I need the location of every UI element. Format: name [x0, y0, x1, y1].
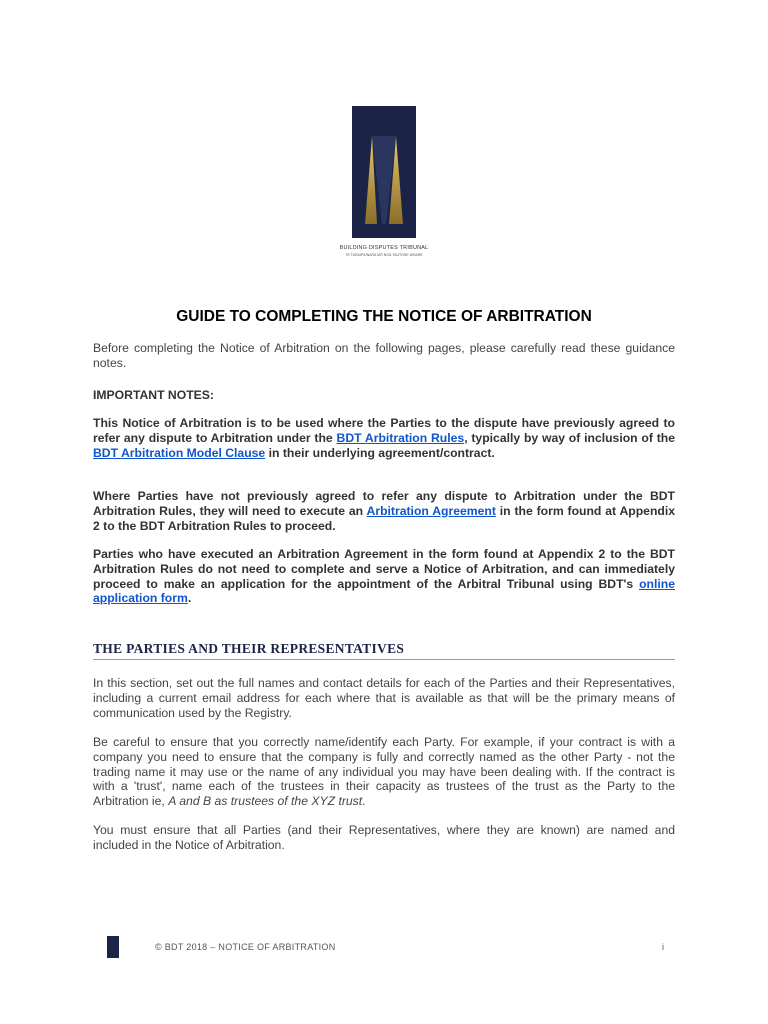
- intro-paragraph: Before completing the Notice of Arbitration on the following pages, please carefully read these guidance notes.: [93, 341, 675, 370]
- important-heading: IMPORTANT NOTES:: [93, 388, 214, 402]
- footer-logo: [107, 936, 119, 958]
- section-heading-parties: THE PARTIES AND THEIR REPRESENTATIVES: [93, 641, 675, 660]
- note-2: [93, 489, 675, 533]
- footer-text: © BDT 2018 – NOTICE OF ARBITRATION: [155, 942, 336, 952]
- bdt-arbitration-rules-link[interactable]: BDT Arbitration Rules: [336, 430, 465, 445]
- section-paragraph-1: In this section, set out the full names and contact details for each of the Parties and their Representatives, including a current email address for each where that is available as that will be the primary means of communication used by the Registry.: [93, 676, 675, 720]
- note-1-text-c: in their underlying agreement/contract.: [265, 445, 495, 460]
- note-2-text-b: in the form found at Appendix 2 to the BDT Arbitration Rules to proceed.: [93, 503, 675, 533]
- section-paragraph-3: You must ensure that all Parties (and their Representatives, where they are known) are named and included in the Notice of Arbitration.: [93, 823, 675, 852]
- note-3-text-a: Parties who have executed an Arbitration Agreement in the form found at Appendix 2 to the BDT Arbitration Rules do not need to complete and serve a Notice of Arbitration, and can immediately proceed to make an application for the appointment of the Arbitral Tribunal using BDT's: [93, 547, 675, 591]
- note-1-text-a: This Notice of Arbitration is to be used where the Parties to the dispute have previously agreed to refer any dispute to Arbitration under the: [93, 416, 675, 445]
- logo-subtitle: TE TARAIPIUNARA MŌ NGĀ TAUTOHE WHARE: [345, 253, 423, 257]
- bdt-model-clause-link[interactable]: BDT Arbitration Model Clause: [93, 445, 266, 460]
- logo-emblem: [352, 106, 416, 238]
- note-3-text-b: .: [187, 591, 192, 606]
- logo-name: BUILDING DISPUTES TRIBUNAL: [339, 245, 429, 251]
- section-paragraph-2-text: Be careful to ensure that you correctly name/identify each Party. For example, if your contract is with a company you need to ensure that the company is fully and correctly named as the other Party - not the trading name it may use or the name of any individual you may have been dealing with. If the contract is with a 'trust', name each of the trustees in their capacity as trustees of the trust as the Party to the Arbitration ie,: [93, 735, 675, 809]
- trust-example: A and B as trustees of the XYZ trust: [168, 794, 363, 809]
- section-paragraph-2: [93, 735, 675, 809]
- arbitration-agreement-link[interactable]: Arbitration Agreement: [366, 503, 496, 518]
- section-paragraph-2-end: .: [362, 794, 366, 809]
- bdt-logo: [332, 96, 442, 268]
- note-1-text-b: , typically by way of inclusion of the: [464, 430, 675, 445]
- online-application-form-link[interactable]: online application form: [93, 576, 675, 606]
- page-title: GUIDE TO COMPLETING THE NOTICE OF ARBITRATION: [176, 308, 592, 325]
- note-2-text-a: Where Parties have not previously agreed to refer any dispute to Arbitration under the BDT Arbitration Rules, they will need to execute an: [93, 489, 675, 518]
- note-1: [93, 416, 675, 460]
- page-number: i: [662, 942, 664, 952]
- note-3: [93, 547, 675, 606]
